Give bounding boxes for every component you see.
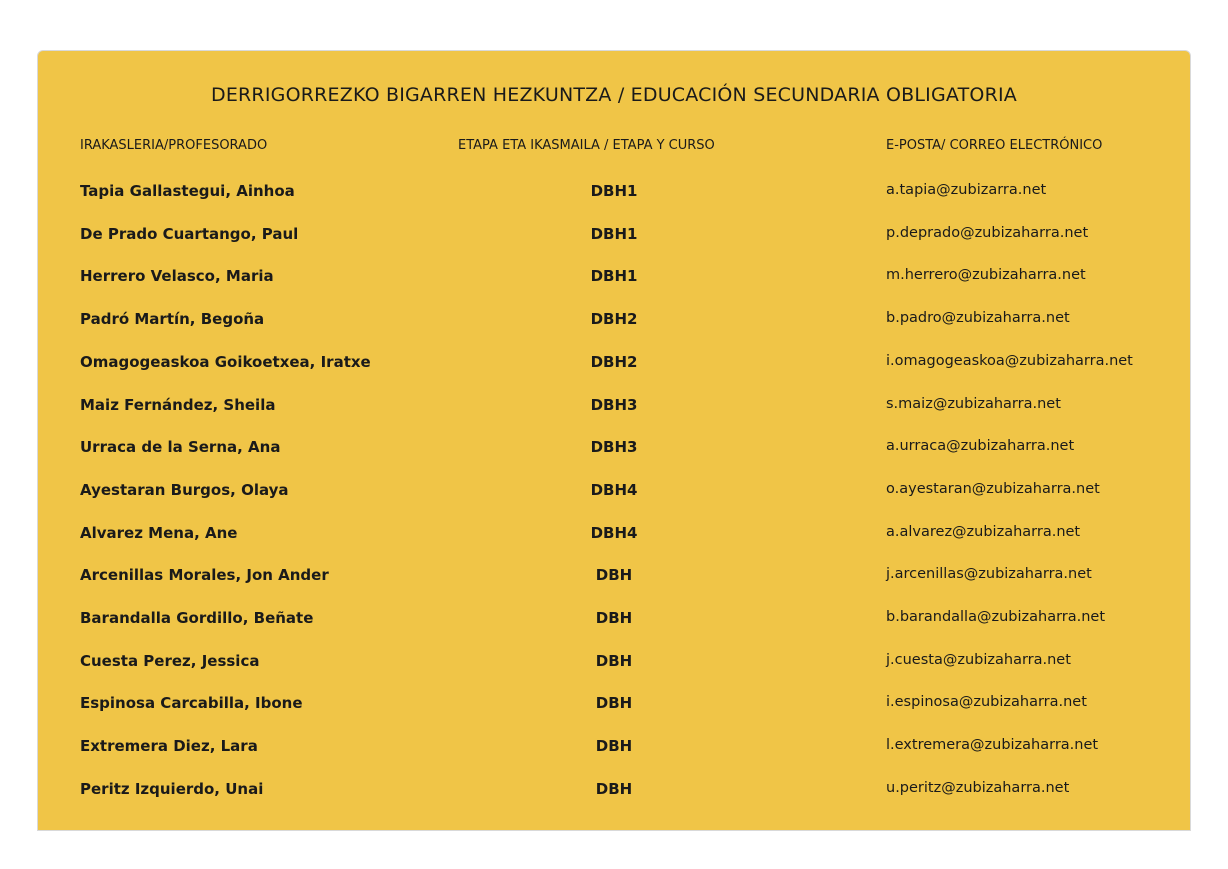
table-row [38,267,1190,291]
stage-course: DBH3 [590,438,638,457]
table-row [38,780,1190,804]
column-header-teacher: IRAKASLERIA/PROFESORADO [80,138,268,153]
stage-course: DBH [595,566,633,585]
teacher-email: a.urraca@zubizaharra.net [886,438,1075,455]
stage-course: DBH4 [590,480,638,499]
teacher-email: i.espinosa@zubizaharra.net [886,694,1087,711]
teacher-email: j.cuesta@zubizaharra.net [886,651,1071,668]
table-row [38,225,1190,249]
teacher-name: Barandalla Gordillo, Beñate [80,609,314,627]
teacher-email: m.herrero@zubizaharra.net [886,267,1086,284]
teacher-email: s.maiz@zubizaharra.net [886,395,1061,412]
stage-course: DBH [595,651,633,670]
teacher-name: Peritz Izquierdo, Unai [80,779,264,798]
teacher-email: j.arcenillas@zubizaharra.net [886,566,1092,583]
teacher-email: l.extremera@zubizaharra.net [886,737,1099,754]
teacher-name: Omagogeaskoa Goikoetxea, Iratxe [80,352,371,371]
teacher-name: Tapia Gallastegui, Ainhoa [80,182,295,200]
table-row [38,182,1190,206]
stage-course: DBH2 [590,310,638,329]
table-row [38,524,1190,548]
table-row [38,609,1190,633]
table-row [38,353,1190,377]
table-row [38,694,1190,718]
teacher-name: Extremera Diez, Lara [80,737,258,756]
stage-course: DBH [595,694,633,713]
table-row [38,737,1190,761]
stage-course: DBH1 [590,224,638,243]
table-title: DERRIGORREZKO BIGARREN HEZKUNTZA / EDUCACIÓN SECUNDARIA OBLIGATORIA [211,84,1017,106]
teacher-name: Maiz Fernández, Sheila [80,395,276,414]
stage-course: DBH [595,779,633,798]
teacher-email: b.barandalla@zubizaharra.net [886,609,1106,625]
teacher-email: a.tapia@zubizarra.net [886,182,1047,198]
stage-course: DBH4 [590,523,638,542]
table-row [38,566,1190,590]
teacher-email: b.padro@zubizaharra.net [886,310,1070,327]
teacher-name: Urraca de la Serna, Ana [80,438,281,457]
column-header-stage: ETAPA ETA IKASMAILA / ETAPA Y CURSO [458,138,715,153]
teacher-name: Herrero Velasco, Maria [80,267,274,286]
staff-table-panel [37,50,1191,831]
stage-course: DBH [595,737,633,756]
teacher-email: p.deprado@zubizaharra.net [886,224,1089,241]
stage-course: DBH2 [590,352,638,371]
stage-course: DBH [595,609,633,627]
teacher-name: Cuesta Perez, Jessica [80,651,260,670]
teacher-email: a.alvarez@zubizaharra.net [886,523,1081,540]
teacher-email: o.ayestaran@zubizaharra.net [886,480,1100,497]
table-row [38,481,1190,505]
stage-course: DBH1 [590,267,638,286]
teacher-email: u.peritz@zubizaharra.net [886,779,1070,796]
teacher-name: Ayestaran Burgos, Olaya [80,480,289,499]
table-row [38,310,1190,334]
teacher-name: Arcenillas Morales, Jon Ander [80,566,329,585]
teacher-name: De Prado Cuartango, Paul [80,224,299,243]
teacher-name: Espinosa Carcabilla, Ibone [80,694,303,713]
teacher-name: Alvarez Mena, Ane [80,523,238,542]
table-row [38,438,1190,462]
stage-course: DBH1 [590,182,638,200]
teacher-name: Padró Martín, Begoña [80,310,265,329]
stage-course: DBH3 [590,395,638,414]
table-row [38,652,1190,676]
teacher-email: i.omagogeaskoa@zubizaharra.net [886,352,1133,369]
column-header-email: E-POSTA/ CORREO ELECTRÓNICO [886,138,1103,153]
table-row [38,396,1190,420]
